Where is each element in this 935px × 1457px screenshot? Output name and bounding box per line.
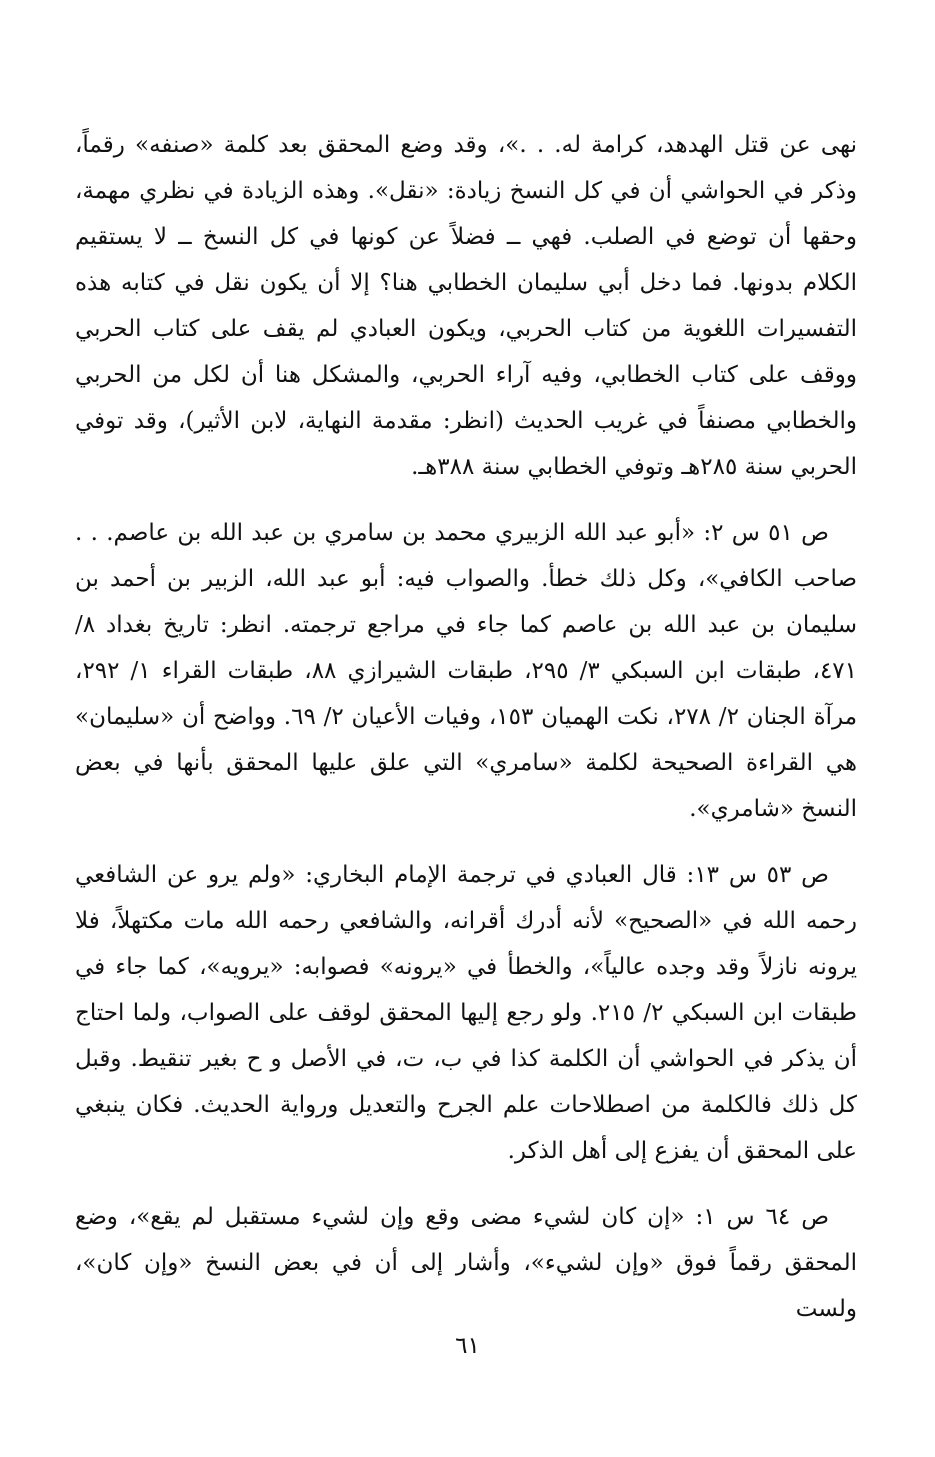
- paragraph-page-51: ص ٥١ س ٢: «أبو عبد الله الزبيري محمد بن سامري بن عبد الله بن عاصم. . . صاحب الكافي»، وكل ذلك خطأ. والصواب فيه: أبو عبد الله، الزبير بن أحمد بن سليمان بن عبد الله بن عاصم كما جاء في مراجع ترجمته. انظر: تاريخ بغداد ٨/ ٤٧١، طبقات ابن السبكي ٣/ ٢٩٥، طبقات الشيرازي ٨٨، طبقات القراء ١/ ٢٩٢، مرآة الجنان ٢/ ٢٧٨، نكت الهميان ١٥٣، وفيات الأعيان ٢/ ٦٩. وواضح أن «سليمان» هي القراءة الصحيحة لكلمة «سامري» التي علق عليها المحقق بأنها في بعض النسخ «شامري».: [75, 520, 858, 822]
- body-text: [75, 122, 857, 1332]
- paragraph-hudhud-khattabi: نهى عن قتل الهدهد، كرامة له. . .»، وقد وضع المحقق بعد كلمة «صنفه» رقماً، وذكر في الحواشي أن في كل النسخ زيادة: «نقل». وهذه الزيادة في نظري مهمة، وحقها أن توضع في الصلب. فهي ــ فضلاً عن كونها في كل النسخ ــ لا يستقيم الكلام بدونها. فما دخل أبي سليمان الخطابي هنا؟ إلا أن يكون نقل في كتابه هذه التفسيرات اللغوية من كتاب الحربي، ويكون العبادي لم يقف على كتاب الحربي ووقف على كتاب الخطابي، وفيه آراء الحربي، والمشكل هنا أن لكل من الحربي والخطابي مصنفاً في غريب الحديث (انظر: مقدمة النهاية، لابن الأثير)، وقد توفي الحربي سنة ٢٨٥هـ وتوفي الخطابي سنة ٣٨٨هـ.: [75, 132, 858, 480]
- page-number: ٦١: [455, 1333, 480, 1359]
- paragraph-page-53: ص ٥٣ س ١٣: قال العبادي في ترجمة الإمام البخاري: «ولم يرو عن الشافعي رحمه الله في «الصحيح» لأنه أدرك أقرانه، والشافعي رحمه الله مات مكتهلاً، فلا يرونه نازلاً وقد وجده عالياً»، والخطأ في «يرونه» فصوابه: «يرويه»، كما جاء في طبقات ابن السبكي ٢/ ٢١٥. ولو رجع إليها المحقق لوقف على الصواب، ولما احتاج أن يذكر في الحواشي أن الكلمة كذا في ب، ت، في الأصل و ح بغير تنقيط. وقبل كل ذلك فالكلمة من اصطلاحات علم الجرح والتعديل ورواية الحديث. فكان ينبغي على المحقق أن يفزع إلى أهل الذكر.: [75, 862, 857, 1164]
- paragraph-page-64: ص ٦٤ س ١: «إن كان لشيء مضى وقع وإن لشيء مستقبل لم يقع»، وضع المحقق رقماً فوق «وإن لشيء»، وأشار إلى أن في بعض النسخ «وإن كان»، ولست: [75, 1204, 857, 1322]
